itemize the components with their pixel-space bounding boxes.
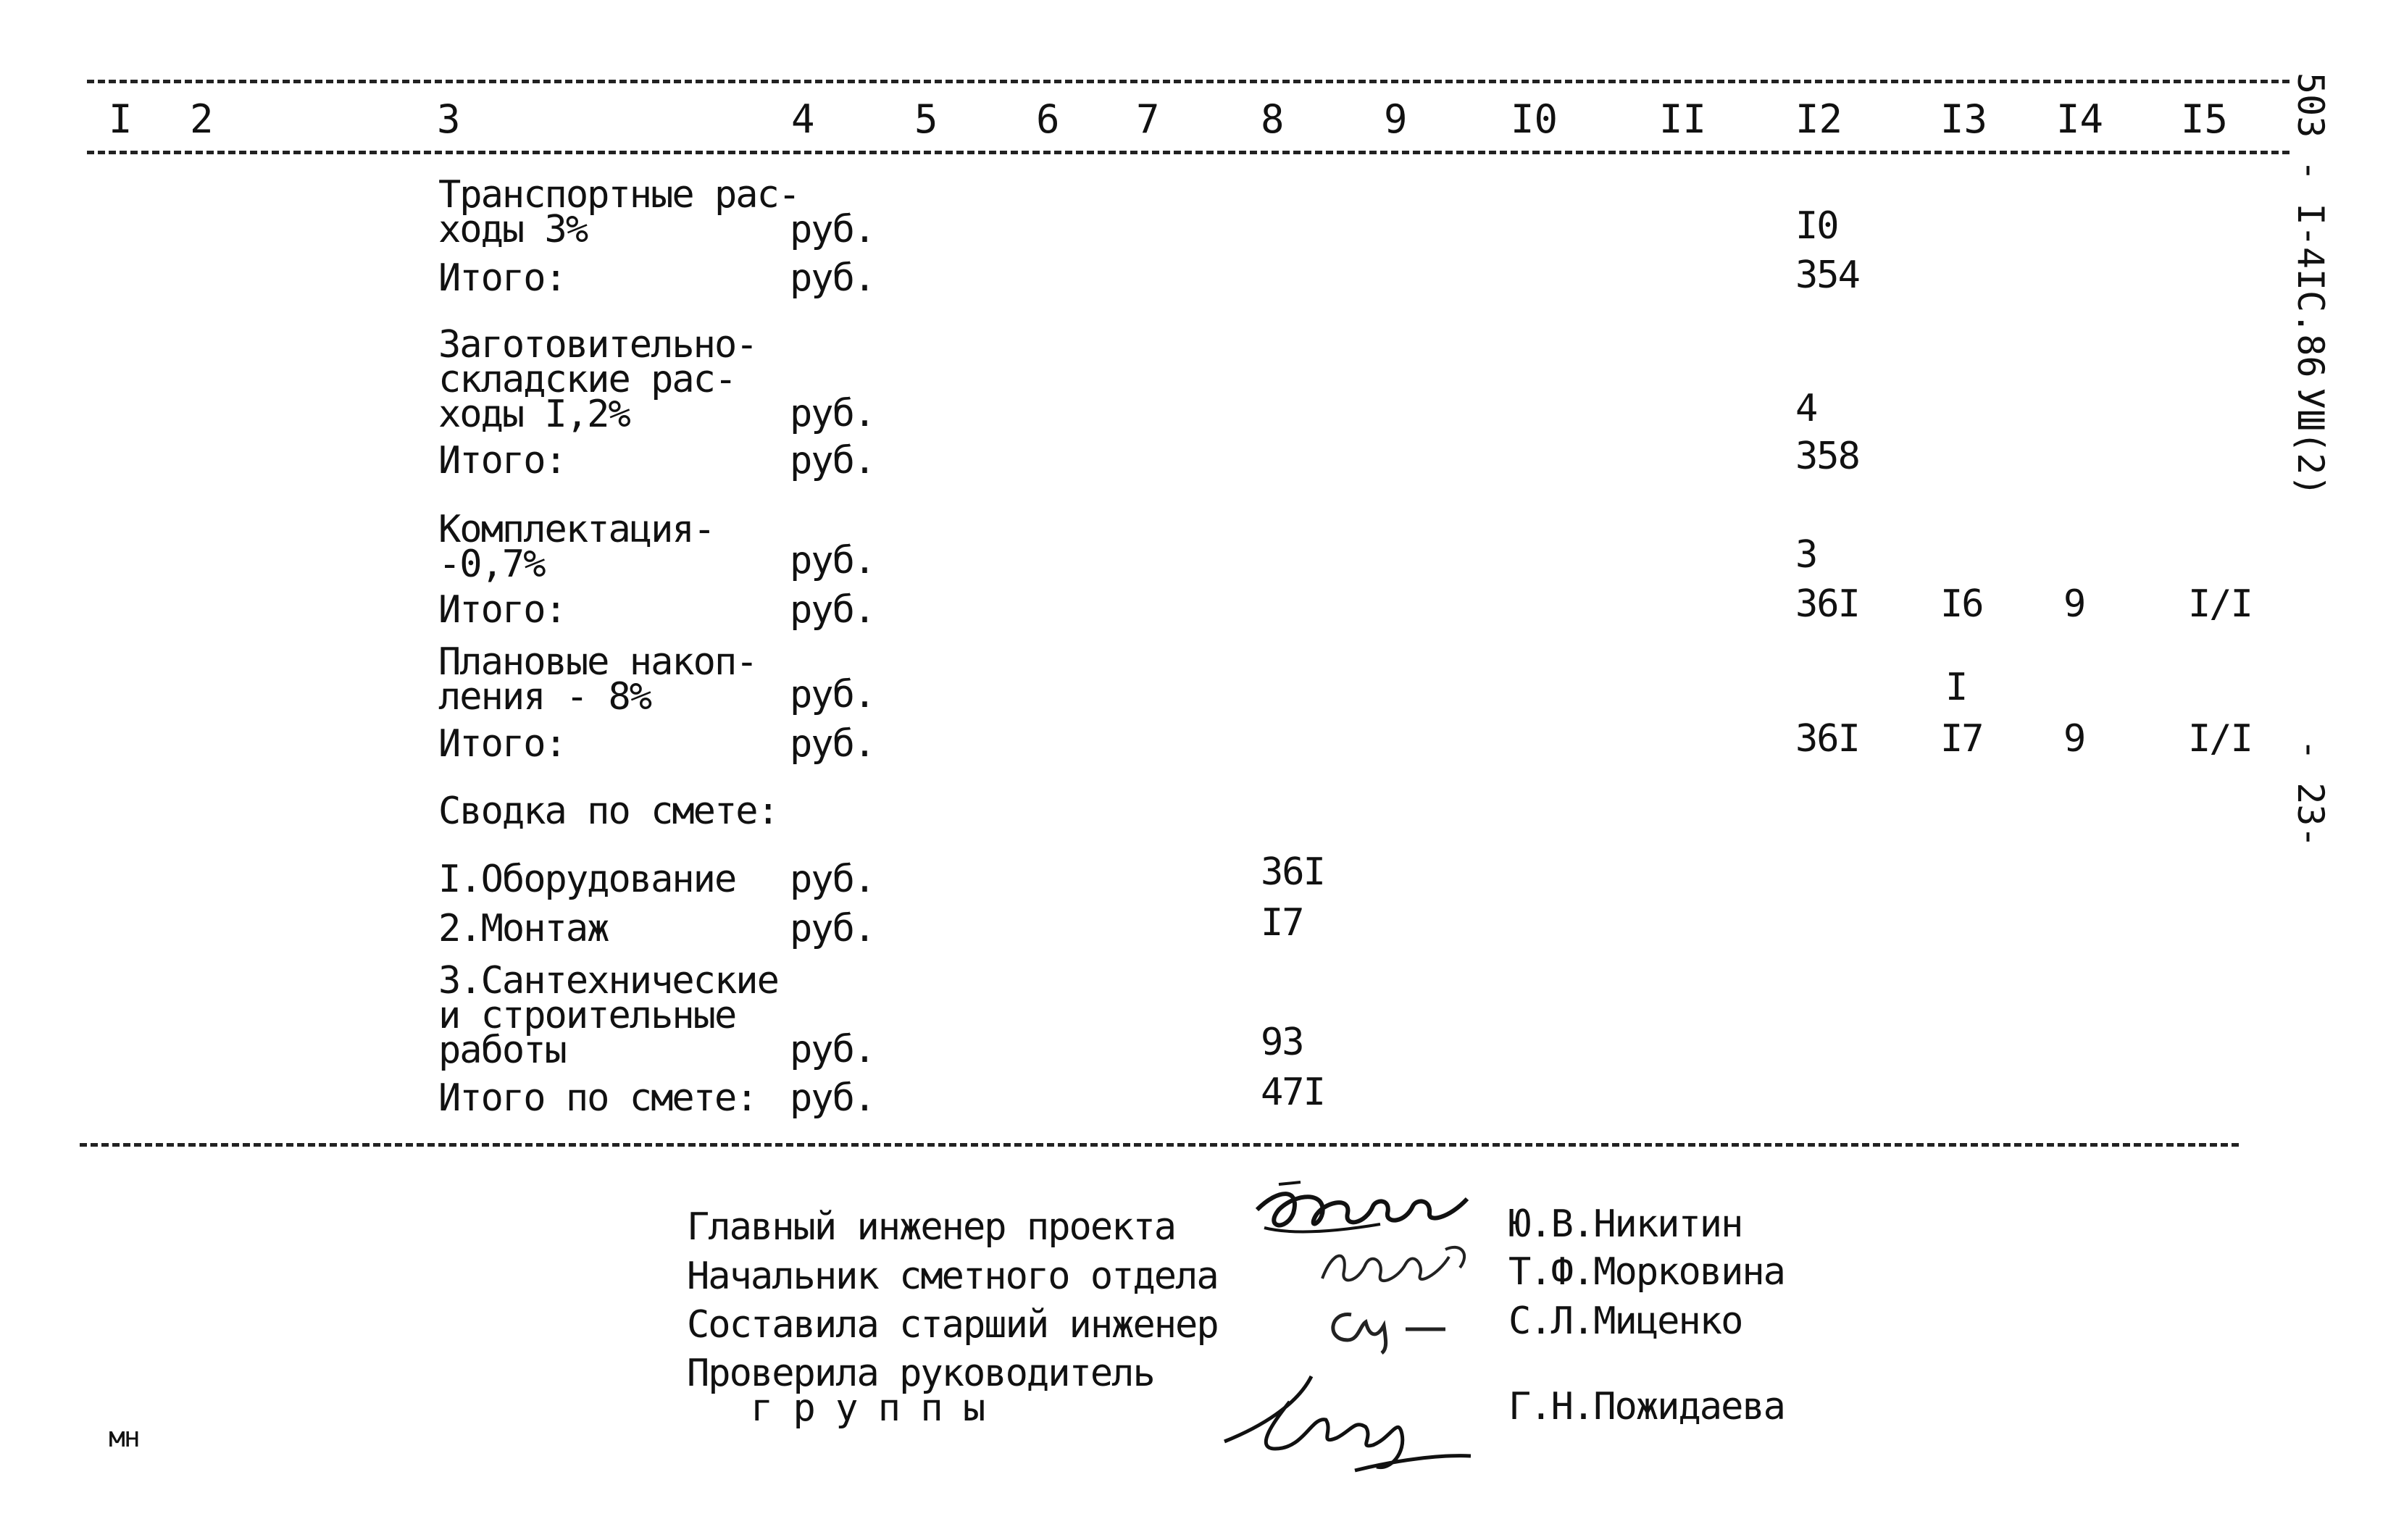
checker-title: Проверила руководитель г р у п п ы [687,1352,1154,1430]
side-code: 503 - I-4IC.86 [2289,72,2332,378]
row-total4-c12: 36I [1795,717,1859,761]
header-rule [87,151,2289,154]
row-grand-total-unit: руб. [790,1076,875,1120]
row-completing-label: Комплектация- -0,7% [438,508,714,586]
row-sanitary-unit: руб. [790,1028,875,1071]
row-equipment-label: I.Оборудование [438,858,736,901]
row-equipment-unit: руб. [790,858,875,901]
col-header-10: I0 [1511,96,1558,142]
row-total3-label: Итого: [438,588,566,632]
signature-compiler [1315,1297,1474,1355]
row-planned-label: Плановые накоп- ления - 8% [438,640,757,719]
row-grand-total-label: Итого по смете: [438,1076,757,1120]
row-total4-c13: I7 [1940,717,1983,761]
row-total2-c12: 358 [1795,435,1859,478]
row-total3-c13: I6 [1940,582,1983,626]
summary-title: Сводка по смете: [438,790,778,833]
col-header-8: 8 [1261,96,1285,142]
compiler-title: Составила старший инженер [687,1303,1218,1347]
row-completing-c12: 3 [1795,533,1817,577]
chief-engineer-title: Главный инженер проекта [687,1205,1176,1249]
compiler-name: С.Л.Миценко [1508,1300,1742,1343]
row-storage-label: Заготовительно- складские рас- ходы I,2% [438,323,757,436]
signature-checker [1210,1362,1478,1478]
col-header-12: I2 [1795,96,1843,142]
row-sanitary-c8: 93 [1261,1021,1303,1064]
row-total2-label: Итого: [438,439,566,482]
chief-engineer-name: Ю.В.Никитин [1508,1202,1742,1246]
signature-head [1315,1235,1482,1300]
row-planned-c13: I [1945,666,1967,709]
row-total4-c14: 9 [2063,717,2085,761]
col-header-7: 7 [1136,96,1160,142]
col-header-13: I3 [1940,96,1988,142]
row-total3-c14: 9 [2063,582,2085,626]
row-total3-c15: I/I [2188,582,2252,626]
col-header-9: 9 [1384,96,1408,142]
col-header-14: I4 [2056,96,2104,142]
row-total3-unit: руб. [790,588,875,632]
row-transport-c12: I0 [1795,204,1838,248]
side-section: УШ(2) [2289,388,2332,497]
row-planned-unit: руб. [790,673,875,716]
department-head-title: Начальник сметного отдела [687,1255,1218,1298]
row-mounting-c8: I7 [1261,901,1303,945]
row-total1-unit: руб. [790,256,875,300]
row-transport-unit: руб. [790,208,875,251]
row-total1-c12: 354 [1795,254,1859,297]
col-header-4: 4 [791,96,815,142]
row-equipment-c8: 36I [1261,850,1324,894]
row-total4-unit: руб. [790,722,875,766]
row-total3-c12: 36I [1795,582,1859,626]
row-total4-label: Итого: [438,722,566,766]
department-head-name: Т.Ф.Морковина [1508,1250,1785,1294]
row-grand-total-c8: 47I [1261,1071,1324,1114]
checker-name: Г.Н.Пожидаева [1508,1385,1785,1428]
col-header-3: 3 [437,96,461,142]
corner-mark: мн [109,1421,139,1453]
row-mounting-unit: руб. [790,907,875,950]
col-header-2: 2 [190,96,214,142]
top-rule [87,80,2289,83]
row-storage-unit: руб. [790,392,875,435]
row-total2-unit: руб. [790,439,875,482]
page-number: - 23- [2289,739,2332,848]
row-sanitary-label: 3.Сантехнические и строительные работы [438,959,778,1072]
row-total4-c15: I/I [2188,717,2252,761]
col-header-11: II [1659,96,1707,142]
row-total1-label: Итого: [438,256,566,300]
col-header-1: I [109,96,133,142]
col-header-6: 6 [1036,96,1060,142]
col-header-5: 5 [914,96,938,142]
col-header-15: I5 [2181,96,2229,142]
row-storage-c12: 4 [1795,387,1817,430]
bottom-rule [80,1143,2239,1147]
row-transport-label: Транспортные рас- ходы 3% [438,173,800,251]
row-mounting-label: 2.Монтаж [438,907,609,950]
row-completing-unit: руб. [790,539,875,582]
